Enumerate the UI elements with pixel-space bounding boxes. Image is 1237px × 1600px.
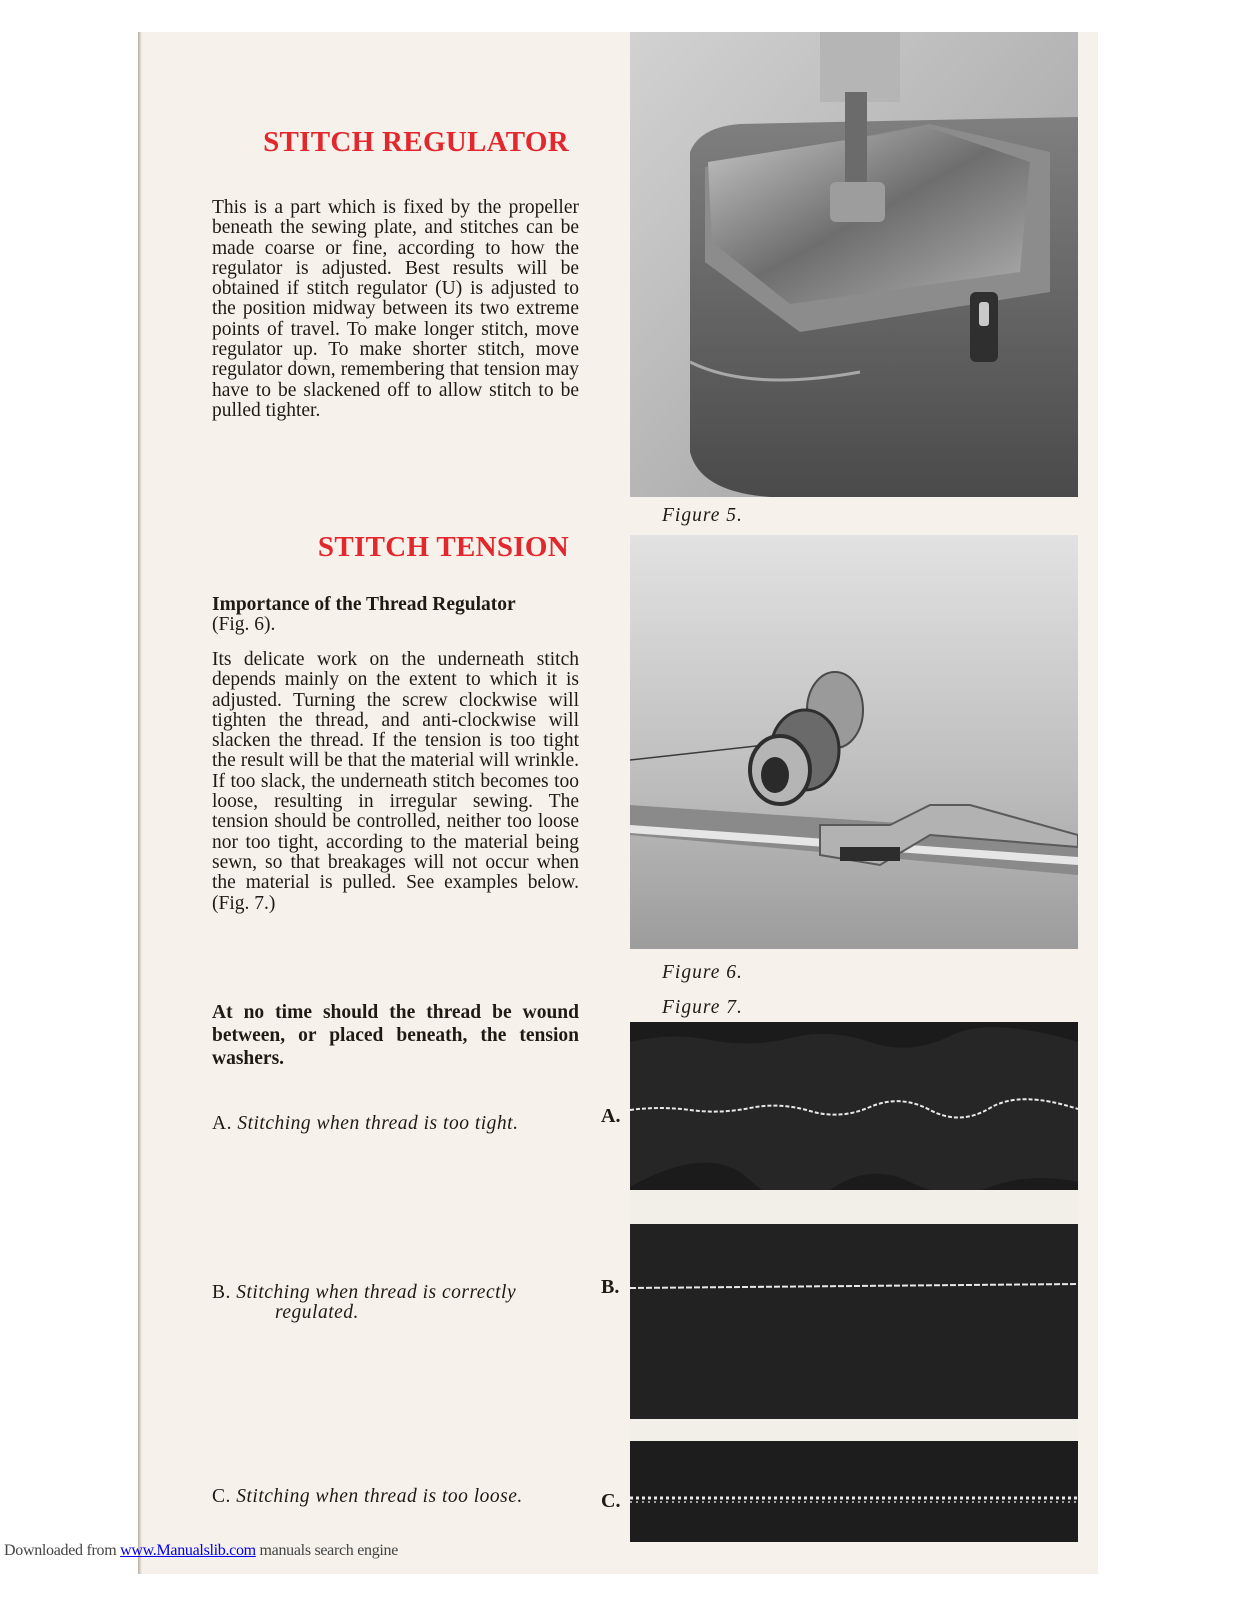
photo-label-b: B. (601, 1276, 620, 1298)
page-edge-shadow (138, 32, 142, 1574)
example-b-caption (212, 1283, 582, 1323)
photo-label-a: A. (601, 1105, 621, 1127)
example-c-caption (212, 1487, 582, 1507)
example-a-text: Stitching when thread is too tight. (237, 1113, 519, 1134)
figure-7-caption: Figure 7. (662, 997, 743, 1018)
subheading-title: Importance of the Thread Regulator (212, 594, 516, 615)
photo-label-c: C. (601, 1490, 621, 1512)
stitch-regulator-heading: STITCH REGULATOR (263, 126, 569, 158)
footer-prefix: Downloaded from (4, 1542, 121, 1559)
figure-6-caption: Figure 6. (662, 962, 743, 983)
thread-regulator-subheading (212, 595, 579, 636)
stitch-tension-body: Its delicate work on the underneath stitch depends mainly on the extent to which it is adjusted. Turning the screw clockwise will tighten the thread, and anti-clockwise will slacken the thread. If the tension is too tight the result will be that the material will wrinkle. If too slack, the underneath stitch becomes too loose, resulting in irregular sewing. The tension should be controlled, neither too loose nor too tight, according to the material being sewn, so that breakages will not occur when the material is pulled. See examples below. (Fig. 7.) (212, 649, 579, 914)
subheading-figure-ref: (Fig. 6). (212, 614, 276, 636)
stitching-samples-illustration (630, 1022, 1078, 1542)
example-b-letter: B. (212, 1282, 231, 1303)
tension-assembly-illustration (630, 535, 1078, 949)
stitch-regulator-body: This is a part which is fixed by the propeller beneath the sewing plate, and stitches can be made coarse or fine, according to how the regulator is adjusted. Best results will be obtained if stitch regulator (U) is adjusted to the position midway between its two extreme points of travel. To make longer stitch, move regulator up. To make shorter stitch, move regulator down, remembering that tension may have to be slackened off to allow stitch to be pulled tighter. (212, 197, 579, 421)
sewing-plate-illustration (630, 32, 1078, 497)
example-c-letter: C. (212, 1486, 231, 1507)
figure-7-photo (630, 1022, 1078, 1542)
figure-5-photo (630, 32, 1078, 497)
download-footer (4, 1542, 398, 1560)
manualslib-link[interactable]: www.Manualslib.com (120, 1542, 256, 1559)
footer-suffix: manuals search engine (255, 1542, 399, 1559)
example-b-text: Stitching when thread is correctly (236, 1282, 517, 1303)
figure-5-caption: Figure 5. (662, 505, 743, 526)
example-a-caption (212, 1114, 582, 1134)
figure-6-photo (630, 535, 1078, 949)
example-c-text: Stitching when thread is too loose. (236, 1486, 523, 1507)
example-b-text-cont: regulated. (275, 1302, 359, 1323)
stitch-tension-heading: STITCH TENSION (317, 531, 569, 563)
example-a-letter: A. (212, 1113, 232, 1134)
tension-washers-warning: At no time should the thread be wound between, or placed beneath, the tension washers. (212, 1002, 579, 1069)
